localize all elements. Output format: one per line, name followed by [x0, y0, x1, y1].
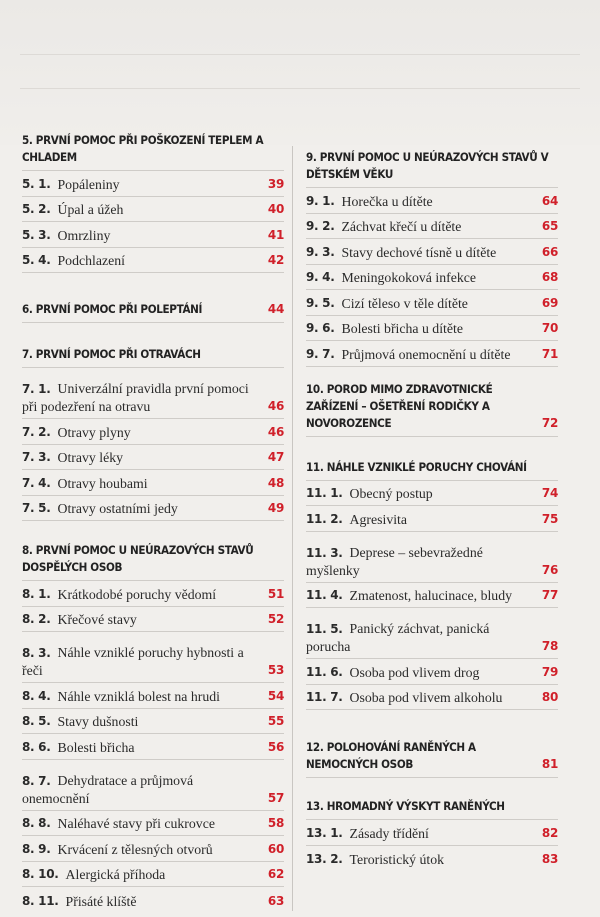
page-number: 66 [541, 244, 558, 259]
page-number: 77 [541, 588, 558, 602]
toc-heading [306, 437, 558, 481]
page-number: 80 [541, 690, 558, 704]
entry-number: 7. 3. [22, 450, 51, 464]
faint-rule [20, 54, 580, 55]
toc-entry [22, 171, 284, 197]
toc-entry [306, 608, 558, 659]
toc-entry [22, 632, 284, 683]
toc-entry [306, 685, 558, 711]
toc-right-column [306, 146, 558, 871]
entry-number: 8. 4. [22, 688, 51, 703]
entry-title: Omrzliny [57, 227, 111, 243]
entry-number: 11. 3. [306, 545, 343, 560]
page-number: 72 [541, 415, 558, 430]
entry-number: 7. 2. [22, 424, 51, 439]
page-number: 56 [267, 739, 284, 754]
entry-title: Náhle vzniklé poruchy hybnosti a řeči [22, 645, 244, 678]
entry-title: Panický záchvat, panická porucha [306, 621, 490, 654]
entry-title: Stavy dušnosti [57, 714, 139, 729]
toc-entry [22, 581, 284, 607]
entry-number: 9. 7. [306, 346, 335, 361]
entry-number: 5. 2. [22, 202, 51, 216]
toc-entry [22, 419, 284, 445]
entry-title: Krátkodobé poruchy vědomí [57, 586, 217, 602]
entry-title: Otravy ostatními jedy [57, 501, 178, 516]
toc-entry [22, 709, 284, 735]
entry-number: 5. 4. [22, 253, 51, 267]
page-number: 51 [267, 586, 284, 601]
page-number: 42 [267, 253, 284, 267]
page-number: 75 [541, 511, 558, 526]
page-number: 46 [267, 399, 284, 413]
page-number: 46 [267, 424, 284, 439]
toc-entry [22, 222, 284, 248]
entry-number: 9. 2. [306, 219, 335, 233]
page-number: 54 [267, 688, 284, 703]
entry-title: Osoba pod vlivem drog [349, 664, 480, 680]
toc-entry [306, 820, 558, 846]
page-number: 76 [541, 562, 558, 577]
entry-title: Bolesti břicha u dítěte [341, 321, 463, 336]
toc-entry [306, 506, 558, 532]
entry-number: 13. 2. [306, 852, 343, 866]
toc-entry [306, 481, 558, 507]
heading-text: 12. POLOHOVÁNÍ RANĚNÝCH A NEMOCNÝCH OSOB [306, 740, 476, 771]
entry-title: Otravy plyny [57, 424, 131, 440]
entry-number: 7. 5. [22, 501, 51, 515]
entry-number: 13. 1. [306, 825, 343, 840]
toc-entry [22, 248, 284, 274]
toc-entry [306, 583, 558, 609]
entry-title: Bolesti břicha [57, 739, 135, 755]
page-number: 40 [267, 202, 284, 216]
entry-number: 11. 2. [306, 511, 343, 526]
page-number: 79 [541, 664, 558, 679]
entry-number: 7. 4. [22, 475, 51, 490]
toc-entry [306, 239, 558, 265]
page-number: 57 [267, 790, 284, 805]
heading-text: 13. HROMADNÝ VÝSKYT RANĚNÝCH [306, 799, 505, 813]
page-number: 62 [267, 867, 284, 881]
toc-entry [22, 470, 284, 496]
entry-title: Alergická příhoda [65, 867, 166, 882]
entry-number: 8. 2. [22, 612, 51, 626]
toc-entry [22, 734, 284, 760]
page-number: 69 [541, 295, 558, 310]
toc-entry [22, 683, 284, 709]
page-number: 65 [541, 219, 558, 233]
faint-rule [20, 88, 580, 89]
entry-title: Náhle vzniklá bolest na hrudi [57, 688, 220, 704]
toc-entry [306, 316, 558, 342]
entry-title: Křečové stavy [57, 612, 137, 627]
page-number: 68 [541, 270, 558, 284]
entry-number: 8. 11. [22, 893, 59, 908]
page-number: 48 [267, 475, 284, 490]
page-number: 82 [541, 825, 558, 840]
entry-title: Obecný postup [349, 486, 433, 501]
toc-entry [306, 188, 558, 214]
toc-heading [306, 146, 558, 188]
toc-heading [22, 133, 284, 171]
page-number: 58 [267, 816, 284, 830]
show-through-area [0, 0, 600, 145]
toc-entry [22, 607, 284, 633]
page-number: 41 [267, 227, 284, 242]
page-number: 39 [267, 176, 284, 191]
entry-title: Horečka u dítěte [341, 193, 433, 209]
toc-entry [306, 341, 558, 367]
entry-number: 9. 4. [306, 270, 335, 284]
entry-title: Přisáté klíště [65, 893, 137, 909]
toc-heading [22, 273, 284, 323]
toc-entry [306, 290, 558, 316]
toc-heading [306, 778, 558, 820]
heading-text: 6. PRVNÍ POMOC PŘI POLEPTÁNÍ [22, 302, 203, 316]
heading-text: 8. PRVNÍ POMOC U NEÚRAZOVÝCH STAVŮ DOSPĚLÝCH OSOB [22, 543, 254, 574]
toc-heading [22, 521, 284, 581]
entry-title: Podchlazení [57, 253, 125, 268]
entry-title: Meningokoková infekce [341, 270, 476, 285]
toc-heading [306, 710, 558, 778]
heading-text: 10. POROD MIMO ZDRAVOTNICKÉ ZAŘÍZENÍ – OŠETŘENÍ RODIČKY A NOVOROZENCE [306, 381, 493, 430]
page-number: 64 [541, 193, 558, 208]
page-number: 55 [267, 714, 284, 728]
entry-number: 9. 6. [306, 321, 335, 335]
toc-entry [22, 368, 284, 419]
entry-title: Úpal a úžeh [57, 202, 124, 217]
entry-number: 8. 8. [22, 816, 51, 830]
entry-title: Cizí těleso v těle dítěte [341, 295, 468, 311]
column-divider [292, 146, 293, 911]
entry-title: Otravy léky [57, 450, 124, 465]
toc-entry [22, 197, 284, 223]
entry-number: 11. 1. [306, 486, 343, 500]
heading-text: 7. PRVNÍ POMOC PŘI OTRAVÁCH [22, 347, 201, 361]
entry-number: 7. 1. [22, 382, 51, 396]
entry-title: Stavy dechové tísně u dítěte [341, 244, 497, 260]
entry-title: Krvácení z tělesných otvorů [57, 841, 213, 857]
page-number: 78 [541, 639, 558, 653]
entry-title: Deprese – sebevražedné myšlenky [306, 544, 483, 578]
entry-number: 11. 4. [306, 588, 343, 602]
entry-title: Teroristický útok [349, 852, 444, 867]
entry-number: 8. 10. [22, 867, 59, 881]
toc-entry [22, 836, 284, 862]
heading-text: 5. PRVNÍ POMOC PŘI POŠKOZENÍ TEPLEM A CHLADEM [22, 133, 264, 164]
toc-entry [306, 532, 558, 583]
page-number: 60 [267, 841, 284, 856]
page-number: 52 [267, 612, 284, 626]
page-number: 74 [541, 486, 558, 500]
entry-number: 5. 1. [22, 176, 51, 191]
page-number: 83 [541, 852, 558, 866]
entry-number: 8. 5. [22, 714, 51, 728]
entry-number: 11. 6. [306, 664, 343, 679]
entry-title: Popáleniny [57, 176, 120, 192]
entry-title: Dehydratace a průjmová onemocnění [22, 772, 194, 806]
toc-entry [306, 846, 558, 872]
page-number: 70 [541, 321, 558, 335]
entry-number: 11. 5. [306, 622, 343, 636]
entry-title: Zásady třídění [349, 825, 429, 841]
entry-number: 11. 7. [306, 690, 343, 704]
toc-heading [22, 323, 284, 368]
entry-title: Univerzální pravidla první pomoci při podezření na otravu [22, 381, 249, 414]
entry-title: Osoba pod vlivem alkoholu [349, 690, 503, 705]
entry-number: 8. 1. [22, 586, 51, 601]
entry-number: 9. 3. [306, 244, 335, 259]
entry-number: 8. 6. [22, 739, 51, 754]
toc-entry [22, 862, 284, 888]
page-number: 49 [267, 501, 284, 515]
entry-number: 9. 5. [306, 295, 335, 310]
entry-title: Otravy houbami [57, 475, 148, 491]
toc-heading [306, 367, 558, 437]
entry-title: Agresivita [349, 511, 408, 527]
entry-title: Naléhavé stavy při cukrovce [57, 816, 215, 831]
page-number: 44 [267, 302, 284, 316]
heading-text: 9. PRVNÍ POMOC U NEÚRAZOVÝCH STAVŮ V DĚTSKÉM VĚKU [306, 150, 549, 181]
toc-entry [306, 265, 558, 291]
toc-entry [22, 496, 284, 522]
page-number: 47 [267, 450, 284, 464]
toc-entry [22, 760, 284, 811]
page-number: 71 [541, 346, 558, 361]
entry-number: 8. 7. [22, 773, 51, 788]
heading-text: 11. NÁHLE VZNIKLÉ PORUCHY CHOVÁNÍ [306, 459, 527, 474]
page-number: 81 [541, 757, 558, 771]
entry-number: 8. 9. [22, 841, 51, 856]
toc-entry [22, 887, 284, 913]
entry-title: Zmatenost, halucinace, bludy [349, 588, 512, 603]
toc-entry [306, 214, 558, 240]
entry-title: Záchvat křečí u dítěte [341, 219, 462, 234]
entry-number: 9. 1. [306, 193, 335, 208]
toc-entry [22, 445, 284, 471]
toc-left-column [22, 133, 284, 913]
entry-title: Průjmová onemocnění u dítěte [341, 346, 511, 362]
toc-entry [22, 811, 284, 837]
page-number: 53 [267, 663, 284, 677]
page-number: 63 [267, 893, 284, 908]
toc-entry [306, 659, 558, 685]
entry-number: 8. 3. [22, 646, 51, 660]
entry-number: 5. 3. [22, 227, 51, 242]
